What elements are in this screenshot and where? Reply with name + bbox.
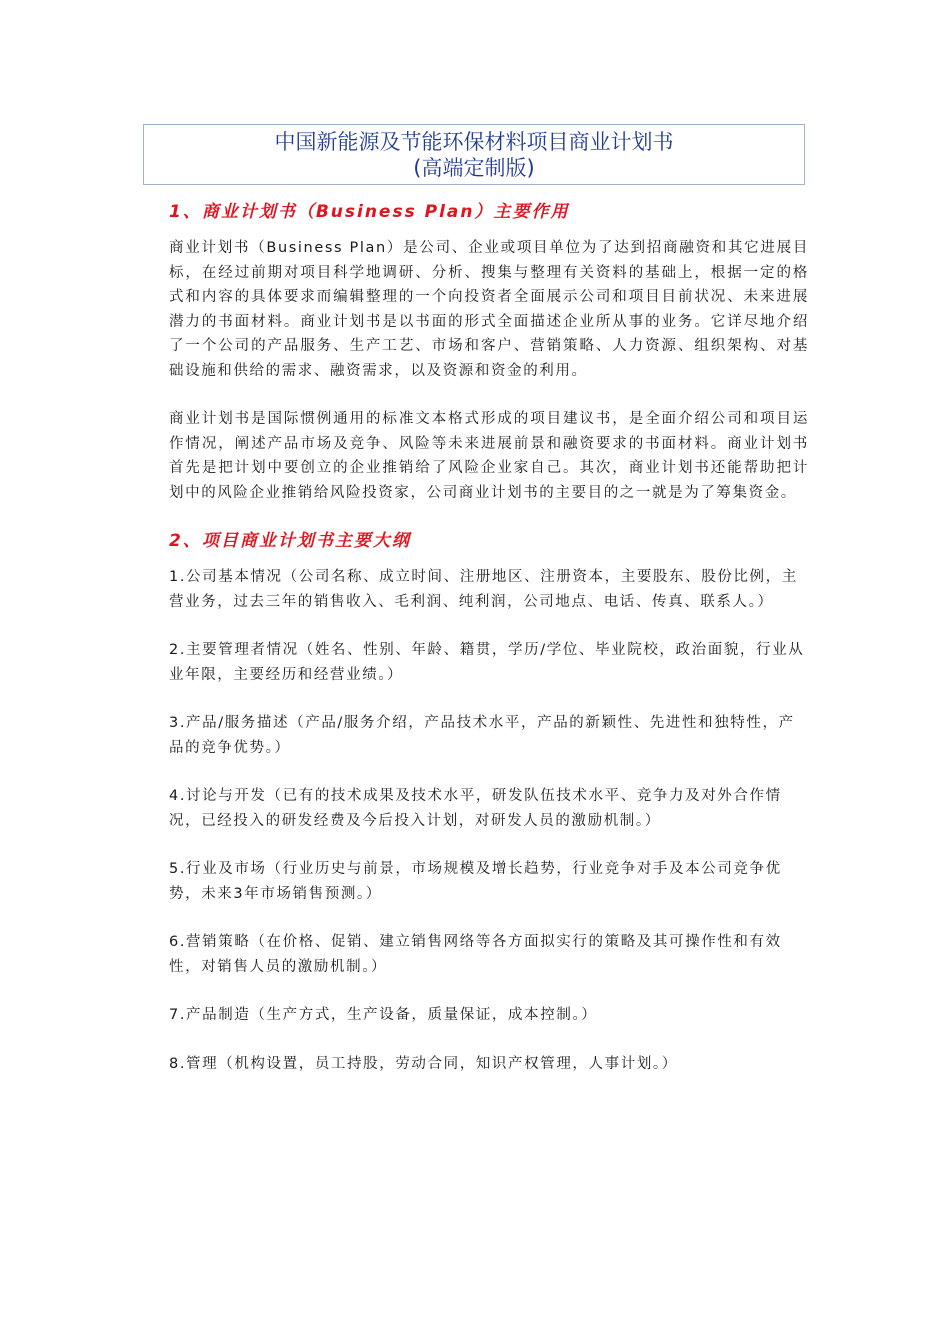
outline-item-2: 2.主要管理者情况（姓名、性别、年龄、籍贯，学历/学位、毕业院校，政治面貌，行业从业年限，主要经历和经营业绩。）: [169, 642, 805, 683]
section-1-heading: 1、商业计划书（Business Plan）主要作用: [169, 202, 570, 222]
outline-item-8: 8.管理（机构设置，员工持股，劳动合同，知识产权管理，人事计划。）: [169, 1055, 678, 1072]
outline-item-4: 4.讨论与开发（已有的技术成果及技术水平，研发队伍技术水平、竞争力及对外合作情况，已经投入的研发经费及今后投入计划，对研发人员的激励机制。）: [169, 788, 782, 829]
section-1-paragraph-1: 商业计划书（Business Plan）是公司、企业或项目单位为了达到招商融资和其它进展目标，在经过前期对项目科学地调研、分析、搜集与整理有关资料的基础上，根据一定的格式和内容的具体要求而编辑整理的一个向投资者全面展示公司和项目目前状况、未来进展潜力的书面材料。商业计划书是以书面的形式全面描述企业所从事的业务。它详尽地介绍了一个公司的产品服务、生产工艺、市场和客户、营销策略、人力资源、组织架构、对基础设施和供给的需求、融资需求，以及资源和资金的利用。: [169, 240, 809, 379]
document-title: 中国新能源及节能环保材料项目商业计划书: [274, 130, 674, 154]
section-2-heading: 2、项目商业计划书主要大纲: [169, 531, 411, 551]
document-subtitle: (高端定制版): [413, 156, 535, 180]
outline-item-6: 6.营销策略（在价格、促销、建立销售网络等各方面拟实行的策略及其可操作性和有效性，对销售人员的激励机制。）: [169, 934, 782, 975]
outline-item-7: 7.产品制造（生产方式，生产设备，质量保证，成本控制。）: [169, 1007, 598, 1023]
section-1-paragraph-2: 商业计划书是国际惯例通用的标准文本格式形成的项目建议书，是全面介绍公司和项目运作情况，阐述产品市场及竞争、风险等未来进展前景和融资要求的书面材料。商业计划书首先是把计划中要创立的企业推销给了风险企业家自己。其次，商业计划书还能帮助把计划中的风险企业推销给风险投资家，公司商业计划书的主要目的之一就是为了筹集资金。: [169, 411, 809, 501]
outline-item-5: 5.行业及市场（行业历史与前景，市场规模及增长趋势，行业竞争对手及本公司竞争优势，未来3年市场销售预测。）: [169, 861, 782, 902]
document-body: [169, 198, 809, 1076]
document-title-box: [143, 124, 805, 185]
outline-item-1: 1.公司基本情况（公司名称、成立时间、注册地区、注册资本，主要股东、股份比例，主营业务，过去三年的销售收入、毛利润、纯利润，公司地点、电话、传真、联系人。）: [169, 569, 798, 610]
outline-item-3: 3.产品/服务描述（产品/服务介绍，产品技术水平，产品的新颖性、先进性和独特性，产品的竞争优势。）: [169, 715, 795, 756]
